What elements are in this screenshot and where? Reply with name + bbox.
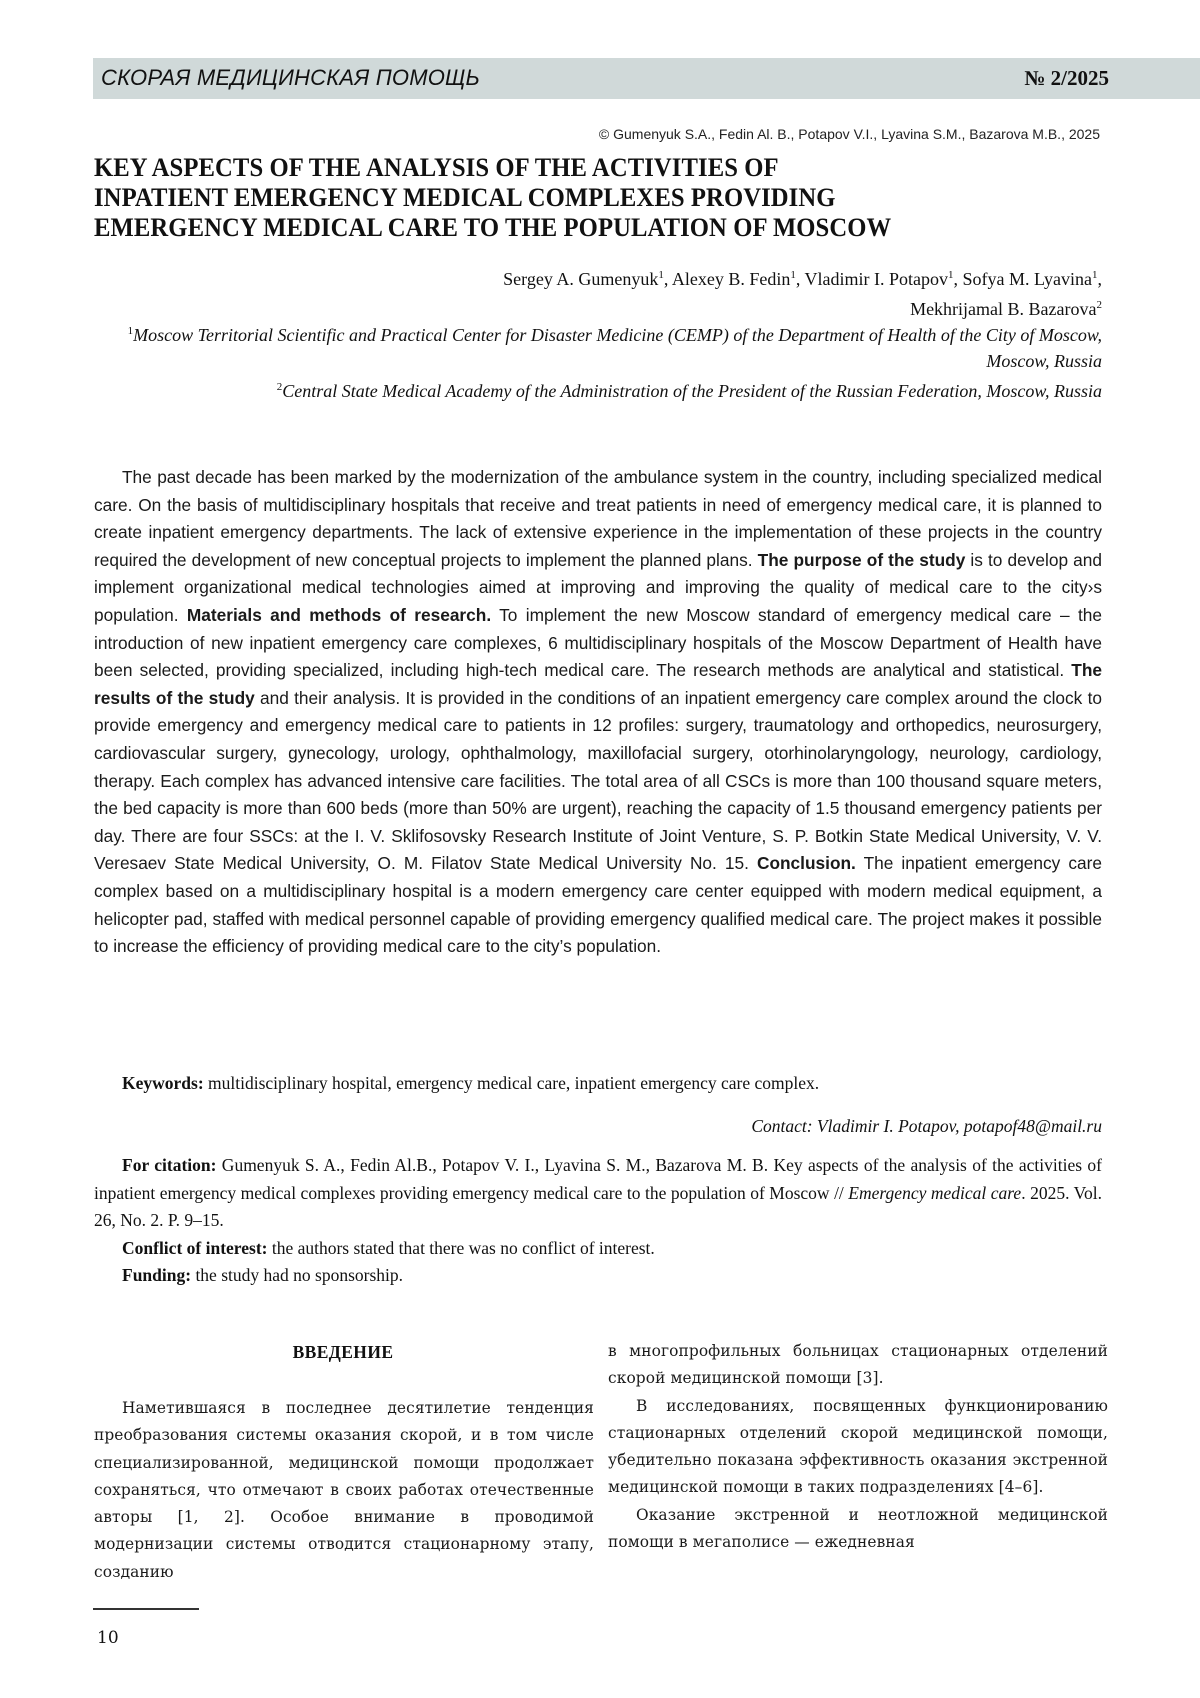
running-head: [93, 58, 1200, 99]
author-name: Alexey B. Fedin: [671, 269, 791, 289]
affiliation-marker: 2: [1096, 299, 1102, 311]
issue-number: № 2/2025: [1024, 66, 1109, 90]
affiliation: [92, 374, 1102, 404]
abstract-methods-text: To implement the new Moscow standard of emergency medical care – the introduction of new inpatient emergency care complexes, 6 multidisciplinary hospitals of the Moscow Department of Health have been selected, providing specialized, including high-tech medical care. The research methods are analytical and statistical.: [94, 604, 1102, 681]
copyright-line: © Gumenyuk S.A., Fedin Al. B., Potapov V.I., Lyavina S.M., Bazarova M.B., 2025: [598, 126, 1100, 142]
section-heading-introduction: ВВЕДЕНИЕ: [292, 1342, 394, 1362]
title-line: EMERGENCY MEDICAL CARE TO THE POPULATION OF MOSCOW: [94, 212, 892, 242]
abstract-conclusion-label: Conclusion.: [756, 853, 856, 874]
abstract-purpose-label: The purpose of the study: [757, 549, 966, 570]
citation-block: [94, 1152, 1102, 1290]
abstract-purpose-text: is to develop and implement organizational medical technologies aimed at improving and improving the quality of medical care to the city›s population.: [94, 549, 1103, 625]
affiliation-marker: 1: [1092, 269, 1098, 281]
citation-text: Gumenyuk S. A., Fedin Al.B., Potapov V. I., Lyavina S. M., Bazarova M. B. Key aspects of the analysis of the activities of inpatient emergency medical complexes providing emergency medical care to the population of Moscow //: [94, 1155, 1102, 1203]
body-paragraph: В исследованиях, посвященных функционированию стационарных отделений скорой медицинской помощи, убедительно показана эффективность оказания экстренной медицинской помощи в таких подразделениях [4–6].: [608, 1396, 1108, 1497]
page-number: 10: [97, 1628, 119, 1648]
conflict-text: the authors stated that there was no conflict of interest.: [267, 1237, 655, 1258]
body-column-left: [94, 1395, 594, 1586]
journal-name: СКОРАЯ МЕДИЦИНСКАЯ ПОМОЩЬ: [101, 65, 481, 90]
affiliation-number: 2: [276, 381, 283, 393]
author-separator: ,: [1097, 269, 1102, 289]
author-separator: ,: [953, 269, 963, 289]
funding: [94, 1262, 1102, 1290]
affiliation-marker: 1: [948, 269, 954, 281]
affiliation-text: Moscow Territorial Scientific and Practical Center for Disaster Medicine (CEMP) of the Department of Health of the City of Moscow, Moscow, Russia: [133, 325, 1102, 371]
author-name: Sergey A. Gumenyuk: [503, 269, 659, 289]
abstract-conclusion-text: The inpatient emergency care complex based on a multidisciplinary hospital is a modern emergency care center equipped with modern medical equipment, a helicopter pad, staffed with medical personnel capable of providing emergency qualified medical care. The project makes it possible to increase the efficiency of providing medical care to the city’s population.: [94, 853, 1102, 957]
abstract: [94, 464, 1102, 961]
affiliation-list: [92, 318, 1102, 404]
author-separator: ,: [663, 269, 672, 289]
conflict-label: Conflict of interest:: [122, 1237, 268, 1258]
citation-journal: Emergency medical care: [848, 1182, 1022, 1203]
body-paragraph: Наметившаяся в последнее десятилетие тенденция преобразования системы оказания скорой, и в том числе специализированной, медицинской помощи продолжает сохраняться, что отмечают в своих работах отечественные авторы [1, 2]. Особое внимание в проводимой модернизации системы отводится стационарному этапу, созданию: [94, 1399, 594, 1581]
funding-label: Funding:: [122, 1265, 192, 1285]
keywords: [122, 1070, 1112, 1096]
body-column-right: [608, 1338, 1108, 1556]
affiliation: [92, 318, 1102, 374]
funding-text: the study had no sponsorship.: [191, 1265, 404, 1285]
keywords-text: multidisciplinary hospital, emergency medical care, inpatient emergency care complex.: [203, 1073, 820, 1093]
abstract-intro: The past decade has been marked by the modernization of the ambulance system in the country, including specialized medical care. On the basis of multidisciplinary hospitals that receive and treat patients in need of emergency medical care, it is planned to create inpatient emergency departments. The lack of extensive experience in the implementation of these projects in the country required the development of new conceptual projects to implement the planned plans.: [94, 467, 1102, 570]
affiliation-marker: 1: [658, 269, 664, 281]
affiliation-number: 1: [127, 325, 134, 337]
author-name: Mekhrijamal B. Bazarova: [910, 299, 1097, 319]
contact-line: Contact: Vladimir I. Potapov, potapof48@mail.ru: [751, 1116, 1102, 1136]
article-title: [94, 152, 1033, 242]
keywords-label: Keywords:: [122, 1073, 204, 1093]
author-name: Sofya M. Lyavina: [962, 269, 1092, 289]
conflict-of-interest: [94, 1235, 1102, 1263]
abstract-results-label: The results of the study: [94, 660, 1102, 708]
title-line: INPATIENT EMERGENCY MEDICAL COMPLEXES PROVIDING: [94, 182, 836, 212]
abstract-methods-label: Materials and methods of research.: [186, 604, 492, 625]
author-name: Vladimir I. Potapov: [804, 269, 949, 289]
citation-details: . 2025. Vol. 26, No. 2. P. 9–15.: [94, 1182, 1102, 1230]
author-list: [102, 262, 1102, 322]
footer-rule: [93, 1608, 199, 1610]
citation: [94, 1152, 1102, 1235]
abstract-results-text: and their analysis. It is provided in the conditions of an inpatient emergency care complex around the clock to provide emergency and emergency medical care to patients in 12 profiles: surgery, traumatology and orthopedics, neurosurgery, cardiovascular surgery, gynecology, urology, ophthalmology, maxillofacial surgery, otorhinolaryngology, neurology, cardiology, therapy. Each complex has advanced intensive care facilities. The total area of all CSCs is more than 100 thousand square meters, the bed capacity is more than 600 beds (more than 50% are urgent), reaching the capacity of 1.5 thousand emergency patients per day. There are four SSCs: at the I. V. Sklifosovsky Research Institute of Joint Venture, S. P. Botkin State Medical University, V. V. Veresaev State Medical University, O. M. Filatov State Medical University No. 15.: [94, 687, 1102, 874]
affiliation-text: Central State Medical Academy of the Administration of the President of the Russian Federation, Moscow, Russia: [282, 381, 1102, 401]
body-paragraph-continuation: в многопрофильных больницах стационарных отделений скорой медицинской помощи [3].: [608, 1342, 1108, 1388]
title-line: KEY ASPECTS OF THE ANALYSIS OF THE ACTIVITIES OF: [94, 152, 779, 182]
body-paragraph: Оказание экстренной и неотложной медицинской помощи в мегаполисе — ежедневная: [608, 1505, 1108, 1552]
citation-label: For citation:: [122, 1155, 217, 1175]
author-separator: ,: [795, 269, 805, 289]
affiliation-marker: 1: [790, 269, 796, 281]
